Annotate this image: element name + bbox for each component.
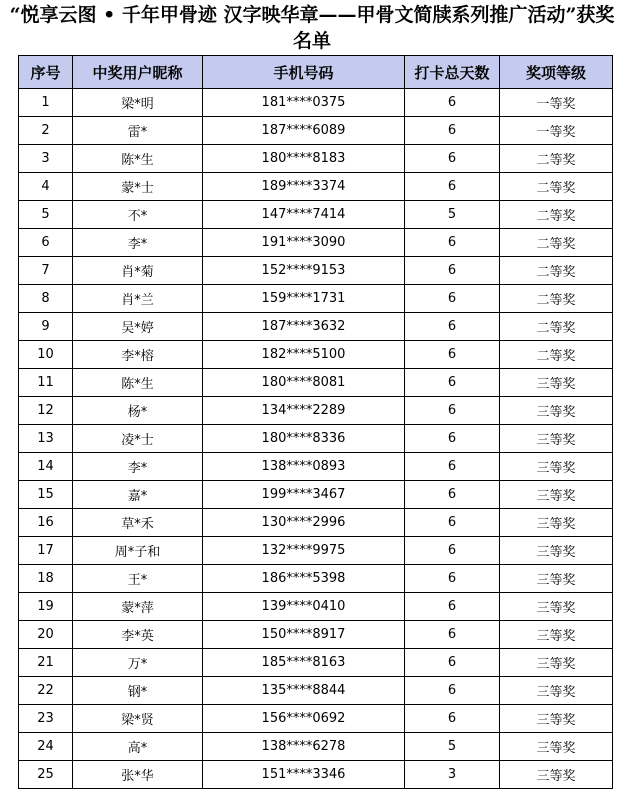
checkin-days-cell: 6: [405, 313, 500, 341]
nickname-cell: 李*: [73, 453, 203, 481]
phone-cell: 185****8163: [203, 649, 405, 677]
table-row: [19, 537, 613, 565]
nickname-cell: 李*英: [73, 621, 203, 649]
header-row: [19, 56, 613, 89]
index-cell: 19: [19, 593, 73, 621]
table-row: [19, 369, 613, 397]
prize-level-cell: 三等奖: [500, 565, 613, 593]
table-row: [19, 481, 613, 509]
prize-level-cell: 三等奖: [500, 369, 613, 397]
header-index: 序号: [19, 56, 73, 89]
table-row: [19, 145, 613, 173]
index-cell: 3: [19, 145, 73, 173]
header-phone: 手机号码: [203, 56, 405, 89]
index-cell: 9: [19, 313, 73, 341]
checkin-days-cell: 6: [405, 621, 500, 649]
checkin-days-cell: 6: [405, 481, 500, 509]
checkin-days-cell: 6: [405, 593, 500, 621]
checkin-days-cell: 6: [405, 341, 500, 369]
table-row: [19, 649, 613, 677]
prize-level-cell: 二等奖: [500, 173, 613, 201]
index-cell: 8: [19, 285, 73, 313]
checkin-days-cell: 6: [405, 677, 500, 705]
index-cell: 15: [19, 481, 73, 509]
phone-cell: 156****0692: [203, 705, 405, 733]
index-cell: 17: [19, 537, 73, 565]
phone-cell: 132****9975: [203, 537, 405, 565]
table-row: [19, 285, 613, 313]
index-cell: 14: [19, 453, 73, 481]
phone-cell: 159****1731: [203, 285, 405, 313]
nickname-cell: 肖*兰: [73, 285, 203, 313]
index-cell: 24: [19, 733, 73, 761]
table-row: [19, 397, 613, 425]
prize-level-cell: 二等奖: [500, 341, 613, 369]
nickname-cell: 周*子和: [73, 537, 203, 565]
table-row: [19, 313, 613, 341]
table-row: [19, 341, 613, 369]
index-cell: 21: [19, 649, 73, 677]
index-cell: 2: [19, 117, 73, 145]
nickname-cell: 蒙*士: [73, 173, 203, 201]
phone-cell: 135****8844: [203, 677, 405, 705]
index-cell: 1: [19, 89, 73, 117]
table-row: [19, 201, 613, 229]
nickname-cell: 李*: [73, 229, 203, 257]
header-checkin-days: 打卡总天数: [405, 56, 500, 89]
prize-level-cell: 三等奖: [500, 397, 613, 425]
nickname-cell: 陈*生: [73, 145, 203, 173]
prize-level-cell: 三等奖: [500, 453, 613, 481]
phone-cell: 191****3090: [203, 229, 405, 257]
prize-level-cell: 三等奖: [500, 649, 613, 677]
prize-level-cell: 三等奖: [500, 677, 613, 705]
phone-cell: 138****0893: [203, 453, 405, 481]
table-row: [19, 593, 613, 621]
phone-cell: 199****3467: [203, 481, 405, 509]
checkin-days-cell: 6: [405, 705, 500, 733]
index-cell: 6: [19, 229, 73, 257]
index-cell: 18: [19, 565, 73, 593]
nickname-cell: 李*榕: [73, 341, 203, 369]
prize-level-cell: 三等奖: [500, 425, 613, 453]
table-row: [19, 117, 613, 145]
prize-level-cell: 二等奖: [500, 201, 613, 229]
prize-level-cell: 一等奖: [500, 89, 613, 117]
prize-level-cell: 二等奖: [500, 285, 613, 313]
prize-level-cell: 三等奖: [500, 733, 613, 761]
checkin-days-cell: 5: [405, 201, 500, 229]
phone-cell: 152****9153: [203, 257, 405, 285]
header-prize-level: 奖项等级: [500, 56, 613, 89]
phone-cell: 150****8917: [203, 621, 405, 649]
table-row: [19, 453, 613, 481]
table-row: [19, 229, 613, 257]
table-row: [19, 173, 613, 201]
checkin-days-cell: 6: [405, 565, 500, 593]
nickname-cell: 梁*明: [73, 89, 203, 117]
checkin-days-cell: 5: [405, 733, 500, 761]
phone-cell: 147****7414: [203, 201, 405, 229]
nickname-cell: 蒙*萍: [73, 593, 203, 621]
checkin-days-cell: 6: [405, 229, 500, 257]
checkin-days-cell: 6: [405, 509, 500, 537]
checkin-days-cell: 6: [405, 173, 500, 201]
prize-level-cell: 三等奖: [500, 509, 613, 537]
phone-cell: 180****8081: [203, 369, 405, 397]
checkin-days-cell: 6: [405, 145, 500, 173]
checkin-days-cell: 6: [405, 397, 500, 425]
table-row: [19, 761, 613, 789]
checkin-days-cell: 6: [405, 257, 500, 285]
prize-level-cell: 二等奖: [500, 313, 613, 341]
checkin-days-cell: 6: [405, 285, 500, 313]
nickname-cell: 万*: [73, 649, 203, 677]
nickname-cell: 王*: [73, 565, 203, 593]
phone-cell: 151****3346: [203, 761, 405, 789]
index-cell: 7: [19, 257, 73, 285]
phone-cell: 189****3374: [203, 173, 405, 201]
index-cell: 12: [19, 397, 73, 425]
prize-level-cell: 三等奖: [500, 593, 613, 621]
phone-cell: 180****8336: [203, 425, 405, 453]
prize-level-cell: 一等奖: [500, 117, 613, 145]
phone-cell: 182****5100: [203, 341, 405, 369]
checkin-days-cell: 6: [405, 117, 500, 145]
winners-table: [18, 55, 613, 789]
phone-cell: 187****3632: [203, 313, 405, 341]
prize-level-cell: 三等奖: [500, 705, 613, 733]
index-cell: 25: [19, 761, 73, 789]
index-cell: 13: [19, 425, 73, 453]
table-body: [19, 89, 613, 789]
prize-level-cell: 三等奖: [500, 481, 613, 509]
nickname-cell: 凌*士: [73, 425, 203, 453]
checkin-days-cell: 6: [405, 453, 500, 481]
prize-level-cell: 三等奖: [500, 621, 613, 649]
index-cell: 4: [19, 173, 73, 201]
header-nickname: 中奖用户昵称: [73, 56, 203, 89]
checkin-days-cell: 6: [405, 369, 500, 397]
nickname-cell: 吴*婷: [73, 313, 203, 341]
nickname-cell: 钢*: [73, 677, 203, 705]
table-row: [19, 733, 613, 761]
checkin-days-cell: 6: [405, 649, 500, 677]
prize-level-cell: 三等奖: [500, 761, 613, 789]
nickname-cell: 草*禾: [73, 509, 203, 537]
nickname-cell: 杨*: [73, 397, 203, 425]
phone-cell: 139****0410: [203, 593, 405, 621]
index-cell: 11: [19, 369, 73, 397]
nickname-cell: 梁*贤: [73, 705, 203, 733]
index-cell: 22: [19, 677, 73, 705]
checkin-days-cell: 6: [405, 425, 500, 453]
checkin-days-cell: 3: [405, 761, 500, 789]
phone-cell: 180****8183: [203, 145, 405, 173]
checkin-days-cell: 6: [405, 537, 500, 565]
prize-level-cell: 二等奖: [500, 229, 613, 257]
phone-cell: 186****5398: [203, 565, 405, 593]
index-cell: 16: [19, 509, 73, 537]
nickname-cell: 高*: [73, 733, 203, 761]
nickname-cell: 不*: [73, 201, 203, 229]
nickname-cell: 张*华: [73, 761, 203, 789]
table-row: [19, 425, 613, 453]
table-header: [19, 56, 613, 89]
nickname-cell: 陈*生: [73, 369, 203, 397]
table-row: [19, 565, 613, 593]
table-row: [19, 89, 613, 117]
index-cell: 5: [19, 201, 73, 229]
table-row: [19, 677, 613, 705]
table-row: [19, 509, 613, 537]
table-row: [19, 705, 613, 733]
nickname-cell: 肖*菊: [73, 257, 203, 285]
page-title: “悦享云图 • 千年甲骨迹 汉字映华章——甲骨文简牍系列推广活动”获奖名单: [9, 4, 615, 52]
phone-cell: 187****6089: [203, 117, 405, 145]
prize-level-cell: 二等奖: [500, 257, 613, 285]
checkin-days-cell: 6: [405, 89, 500, 117]
prize-level-cell: 二等奖: [500, 145, 613, 173]
nickname-cell: 嘉*: [73, 481, 203, 509]
table-row: [19, 257, 613, 285]
index-cell: 10: [19, 341, 73, 369]
phone-cell: 138****6278: [203, 733, 405, 761]
prize-level-cell: 三等奖: [500, 537, 613, 565]
nickname-cell: 雷*: [73, 117, 203, 145]
index-cell: 20: [19, 621, 73, 649]
index-cell: 23: [19, 705, 73, 733]
phone-cell: 134****2289: [203, 397, 405, 425]
table-row: [19, 621, 613, 649]
phone-cell: 130****2996: [203, 509, 405, 537]
phone-cell: 181****0375: [203, 89, 405, 117]
